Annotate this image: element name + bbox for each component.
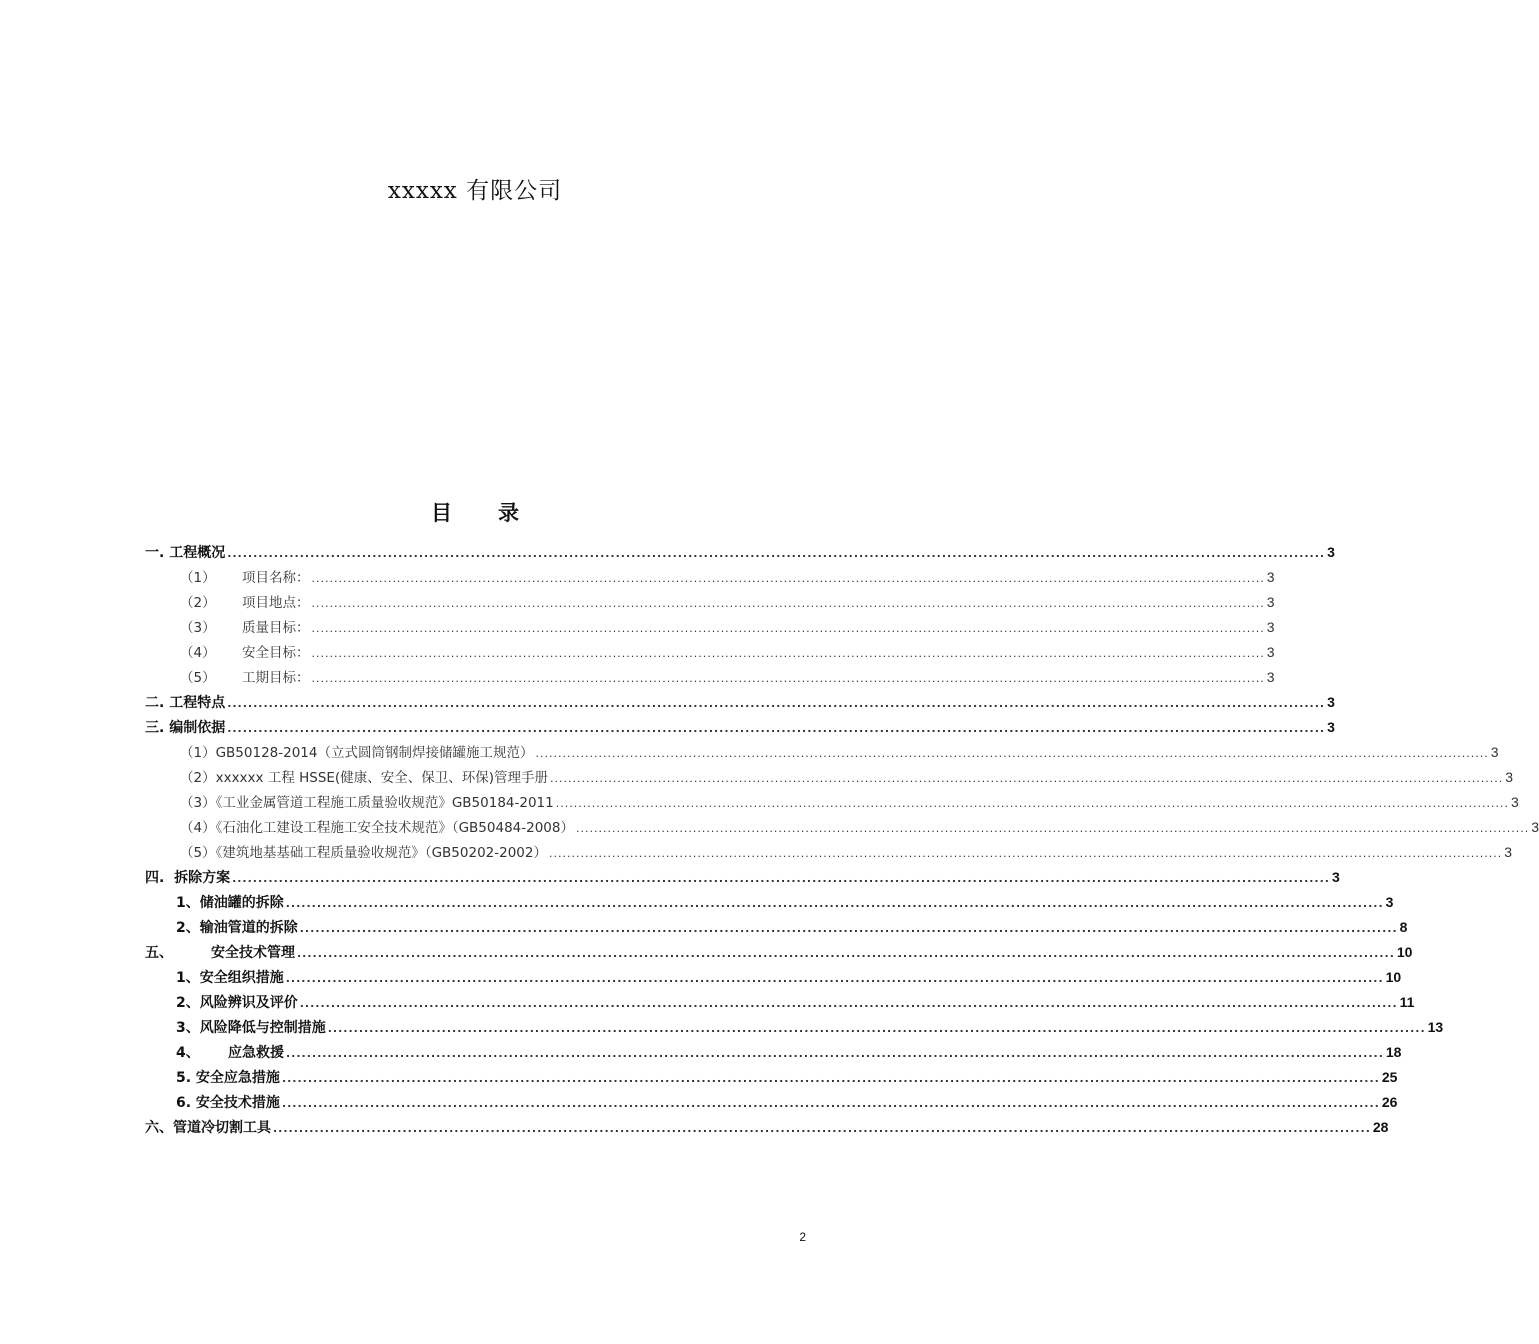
toc-entry-page: 10 bbox=[1385, 969, 1402, 985]
toc-leader-dots: .................................................................................................................................................................................................................... bbox=[281, 1097, 1380, 1110]
toc-entry-number: （1） bbox=[180, 570, 216, 586]
toc-entry-text: 安全目标： bbox=[242, 645, 310, 661]
toc-entry-text: 2、风险辨识及评价 bbox=[176, 995, 298, 1011]
toc-leader-dots: .................................................................................................................................................................................................................... bbox=[549, 847, 1503, 860]
toc-entry-page: 3 bbox=[1266, 619, 1275, 635]
page-number: 2 bbox=[799, 1230, 806, 1244]
toc-entry-page: 13 bbox=[1427, 1019, 1444, 1035]
toc-entry-text: 二. 工程特点 bbox=[145, 695, 226, 711]
toc-entry-compilation-basis[interactable] bbox=[145, 715, 1335, 739]
toc-entry-text: 1、安全组织措施 bbox=[176, 970, 284, 986]
toc-entry-safety-management[interactable] bbox=[145, 940, 1413, 964]
toc-entry-page: 3 bbox=[1504, 844, 1513, 860]
toc-entry-text: 三. 编制依据 bbox=[145, 720, 226, 736]
toc-entry-risk-control[interactable] bbox=[176, 1015, 1444, 1039]
toc-entry-reference-4[interactable] bbox=[180, 815, 1539, 839]
toc-leader-dots: .................................................................................................................................................................................................................... bbox=[311, 597, 1265, 610]
toc-entry-text: 2、输油管道的拆除 bbox=[176, 920, 298, 936]
toc-leader-dots: .................................................................................................................................................................................................................... bbox=[286, 1047, 1384, 1060]
toc-title bbox=[0, 497, 950, 527]
toc-entry-page: 3 bbox=[1490, 744, 1499, 760]
toc-entry-project-features[interactable] bbox=[145, 690, 1335, 714]
toc-entry-cold-cutting-tools[interactable] bbox=[145, 1115, 1389, 1139]
toc-entry-page: 11 bbox=[1399, 994, 1415, 1010]
toc-entry-number: 五、 bbox=[145, 945, 173, 961]
toc-entry-page: 3 bbox=[1511, 794, 1519, 810]
toc-entry-page: 10 bbox=[1396, 944, 1413, 960]
toc-leader-dots: .................................................................................................................................................................................................................... bbox=[232, 872, 1330, 885]
toc-entry-page: 3 bbox=[1531, 819, 1539, 835]
toc-entry-reference-2[interactable] bbox=[180, 765, 1514, 789]
toc-entry-page: 8 bbox=[1399, 919, 1408, 935]
toc-leader-dots: .................................................................................................................................................................................................................... bbox=[227, 697, 1326, 710]
toc-entry-page: 28 bbox=[1372, 1119, 1389, 1135]
toc-entry-emergency-rescue[interactable] bbox=[176, 1040, 1402, 1064]
toc-entry-text: 6. 安全技术措施 bbox=[176, 1095, 280, 1111]
toc-entry-number: （2） bbox=[180, 595, 216, 611]
toc-entry-text: （3）《工业金属管道工程施工质量验收规范》GB50184-2011 bbox=[180, 795, 554, 811]
toc-entry-project-location[interactable] bbox=[180, 590, 1275, 614]
toc-entry-page: 18 bbox=[1385, 1044, 1402, 1060]
toc-leader-dots: .................................................................................................................................................................................................................... bbox=[285, 897, 1384, 910]
toc-entry-text: （4）《石油化工建设工程施工安全技术规范》（GB50484-2008） bbox=[180, 820, 574, 836]
toc-entry-page: 3 bbox=[1505, 769, 1514, 785]
toc-entry-page: 25 bbox=[1381, 1069, 1398, 1085]
toc-leader-dots: .................................................................................................................................................................................................................... bbox=[327, 1022, 1426, 1035]
toc-leader-dots: .................................................................................................................................................................................................................... bbox=[311, 672, 1265, 685]
toc-leader-dots: .................................................................................................................................................................................................................... bbox=[576, 822, 1530, 835]
toc-leader-dots: .................................................................................................................................................................................................................... bbox=[227, 547, 1326, 560]
toc-entry-page: 3 bbox=[1266, 594, 1275, 610]
company-name: xxxxx 有限公司 bbox=[387, 178, 563, 204]
toc-entry-page: 3 bbox=[1266, 569, 1275, 585]
toc-entry-text: 项目名称： bbox=[242, 570, 310, 586]
toc-title-char-1: 目 bbox=[431, 501, 452, 525]
toc-entry-text: 四. 拆除方案 bbox=[145, 870, 231, 886]
toc-entry-safety-emergency-measures[interactable] bbox=[176, 1065, 1398, 1089]
toc-leader-dots: .................................................................................................................................................................................................................... bbox=[227, 722, 1326, 735]
toc-entry-text: （1）GB50128-2014（立式圆筒钢制焊接储罐施工规范） bbox=[180, 745, 534, 761]
toc-entry-page: 3 bbox=[1327, 544, 1335, 560]
toc-entry-number: （5） bbox=[180, 670, 216, 686]
toc-entry-text: 应急救援 bbox=[228, 1045, 284, 1061]
toc-entry-number: （4） bbox=[180, 645, 216, 661]
toc-leader-dots: .................................................................................................................................................................................................................... bbox=[281, 1072, 1380, 1085]
toc-entry-page: 3 bbox=[1385, 894, 1394, 910]
toc-leader-dots: .................................................................................................................................................................................................................... bbox=[555, 797, 1510, 810]
toc-entry-page: 3 bbox=[1331, 869, 1340, 885]
toc-entry-risk-identification[interactable] bbox=[176, 990, 1415, 1014]
toc-entry-number: 4、 bbox=[176, 1045, 200, 1061]
toc-entry-text: 工期目标： bbox=[242, 670, 310, 686]
toc-entry-reference-1[interactable] bbox=[180, 740, 1499, 764]
toc-leader-dots: .................................................................................................................................................................................................................... bbox=[311, 622, 1265, 635]
toc-entry-text: （2）xxxxxx 工程 HSSE(健康、安全、保卫、环保)管理手册 bbox=[180, 770, 548, 786]
toc-entry-text: 项目地点： bbox=[242, 595, 310, 611]
toc-entry-safety-technical-measures[interactable] bbox=[176, 1090, 1398, 1114]
toc-entry-quality-goal[interactable] bbox=[180, 615, 1275, 639]
toc-entry-page: 3 bbox=[1327, 719, 1335, 735]
toc-leader-dots: .................................................................................................................................................................................................................... bbox=[311, 647, 1265, 660]
toc-entry-text: （5）《建筑地基基础工程质量验收规范》（GB50202-2002） bbox=[180, 845, 547, 861]
toc-entry-pipeline-demolition[interactable] bbox=[176, 915, 1408, 939]
toc-entry-text: 一. 工程概况 bbox=[145, 545, 226, 561]
toc-title-char-2: 录 bbox=[498, 501, 519, 525]
toc-entry-page: 26 bbox=[1381, 1094, 1398, 1110]
toc-leader-dots: .................................................................................................................................................................................................................... bbox=[549, 772, 1504, 785]
toc-leader-dots: .................................................................................................................................................................................................................... bbox=[299, 922, 1398, 935]
toc-entry-text: 1、储油罐的拆除 bbox=[176, 895, 284, 911]
toc-entry-number: （3） bbox=[180, 620, 216, 636]
toc-entry-reference-5[interactable] bbox=[180, 840, 1513, 864]
toc-entry-safety-organization[interactable] bbox=[176, 965, 1402, 989]
toc-leader-dots: .................................................................................................................................................................................................................... bbox=[285, 972, 1384, 985]
toc-leader-dots: .................................................................................................................................................................................................................... bbox=[297, 947, 1395, 960]
toc-leader-dots: .................................................................................................................................................................................................................... bbox=[273, 1122, 1371, 1135]
toc-entry-safety-goal[interactable] bbox=[180, 640, 1275, 664]
toc-entry-reference-3[interactable] bbox=[180, 790, 1519, 814]
toc-leader-dots: .................................................................................................................................................................................................................... bbox=[299, 997, 1398, 1010]
toc-entry-text: 六、管道冷切割工具 bbox=[145, 1120, 271, 1136]
toc-entry-text: 3、风险降低与控制措施 bbox=[176, 1020, 326, 1036]
toc-entry-project-name[interactable] bbox=[180, 565, 1275, 589]
toc-entry-demolition-plan[interactable] bbox=[145, 865, 1340, 889]
toc-entry-text: 安全技术管理 bbox=[211, 945, 295, 961]
toc-entry-text: 5. 安全应急措施 bbox=[176, 1070, 280, 1086]
toc-entry-page: 3 bbox=[1327, 694, 1335, 710]
toc-entry-page: 3 bbox=[1266, 669, 1275, 685]
toc-leader-dots: .................................................................................................................................................................................................................... bbox=[311, 572, 1265, 585]
toc-entry-project-overview[interactable] bbox=[145, 540, 1335, 564]
toc-leader-dots: .................................................................................................................................................................................................................... bbox=[535, 747, 1489, 760]
toc-entry-page: 3 bbox=[1266, 644, 1275, 660]
toc-entry-schedule-goal[interactable] bbox=[180, 665, 1275, 689]
toc-entry-tank-demolition[interactable] bbox=[176, 890, 1394, 914]
toc-entry-text: 质量目标： bbox=[242, 620, 310, 636]
